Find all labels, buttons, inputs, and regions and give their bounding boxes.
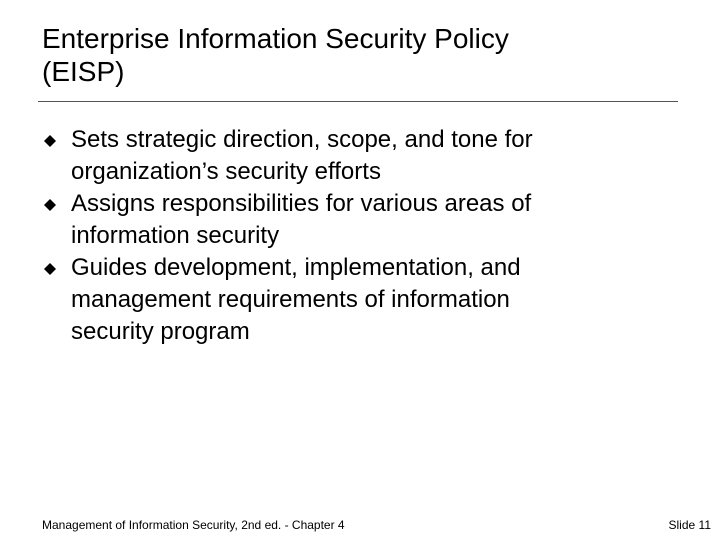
bullet-line: Guides development, implementation, and [71,254,521,281]
bullet-line: information security [71,222,280,249]
diamond-bullet-icon [44,199,56,211]
bullet-line: management requirements of information [71,286,510,313]
footer-course-title: Management of Information Security, 2nd ed. - Chapter 4 [42,518,345,532]
bullet-line: security program [71,318,250,345]
bullet-item [44,124,684,188]
slide-title-line-2: (EISP) [42,56,125,87]
diamond-bullet-icon [44,135,56,147]
bullet-line: Sets strategic direction, scope, and tone for [71,126,533,153]
bullet-list [44,124,684,348]
bullet-item [44,188,684,252]
bullet-line: Assigns responsibilities for various areas of [71,190,532,217]
slide-title-line-1: Enterprise Information Security Policy [42,23,509,54]
title-divider [38,101,678,102]
bullet-item [44,252,684,348]
bullet-line: organization’s security efforts [71,158,381,185]
diamond-bullet-icon [44,263,56,275]
slide-title [42,22,682,88]
slide-number: Slide 11 [668,518,711,532]
